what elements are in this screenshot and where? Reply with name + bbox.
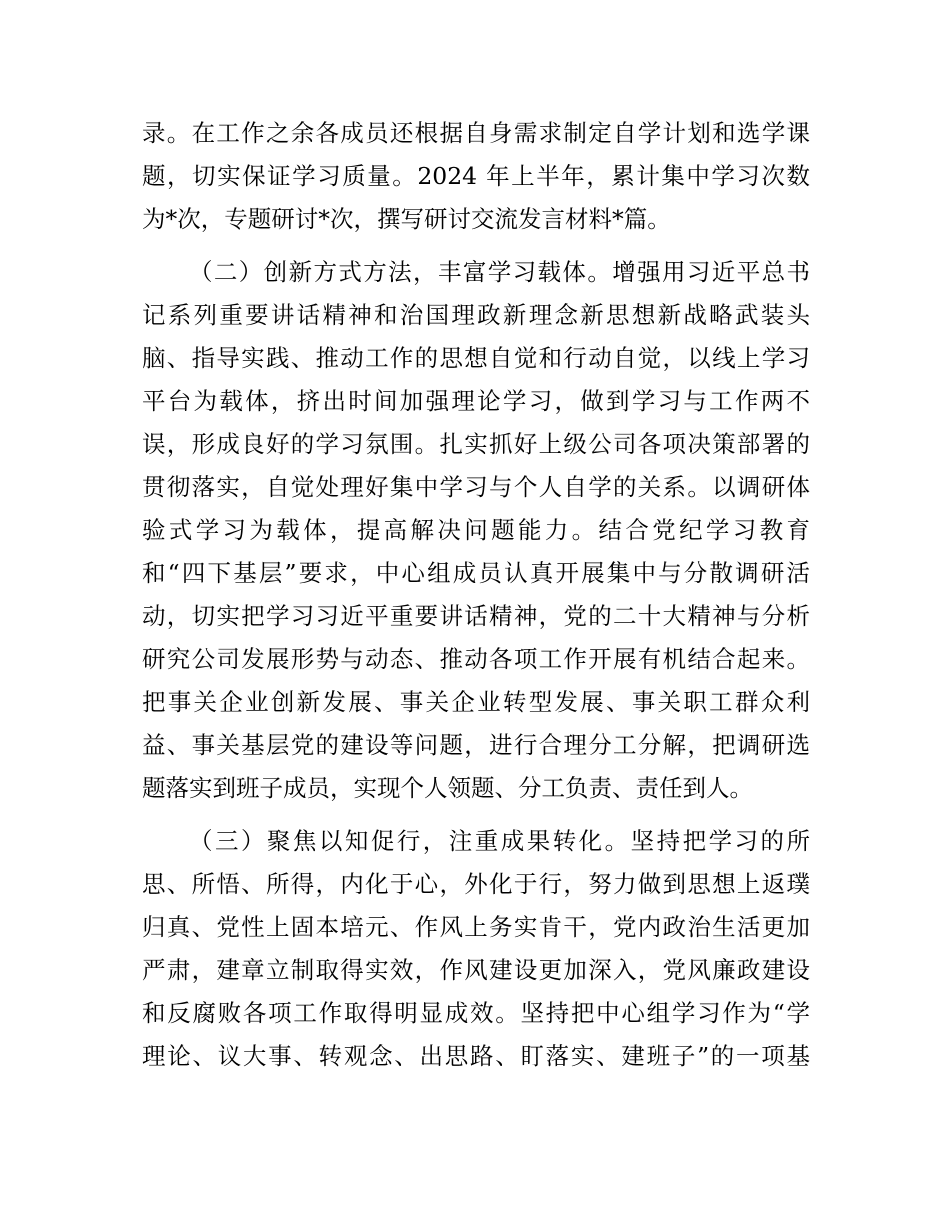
- text-line: 平台为载体，挤出时间加强理论学习，做到学习与工作两不: [142, 387, 810, 415]
- text-line: 研究公司发展形势与动态、推动各项工作开展有机结合起来。: [142, 645, 810, 673]
- text-line: 录。在工作之余各成员还根据自身需求制定自学计划和选学课: [142, 119, 810, 147]
- document-body: [142, 112, 810, 1088]
- text-line: 题落实到班子成员，实现个人领题、分工负责、责任到人。: [142, 774, 753, 802]
- text-line: 理论、议大事、转观念、出思路、盯落实、建班子”的一项基: [142, 1042, 810, 1070]
- text-line: 贯彻落实，自觉处理好集中学习与个人自学的关系。以调研体: [142, 473, 810, 501]
- text-line: 思、所悟、所得，内化于心，外化于行，努力做到思想上返璞: [142, 870, 810, 898]
- text-line: 归真、党性上固本培元、作风上务实肯干，党内政治生活更加: [142, 913, 810, 941]
- section-heading-line: （二）创新方式方法，丰富学习载体。增强用习近平总书: [189, 258, 810, 286]
- paragraph-study-records: [142, 112, 810, 241]
- text-line: 动，切实把学习习近平重要讲话精神，党的二十大精神与分析: [142, 602, 810, 630]
- text-line: 误，形成良好的学习氛围。扎实抓好上级公司各项决策部署的: [142, 430, 810, 458]
- text-line: 脑、指导实践、推动工作的思想自觉和行动自觉，以线上学习: [142, 344, 810, 372]
- paragraph-section-2: [142, 251, 810, 810]
- text-line: 和反腐败各项工作取得明显成效。坚持把中心组学习作为“学: [142, 999, 810, 1027]
- text-line: 把事关企业创新发展、事关企业转型发展、事关职工群众利: [142, 688, 810, 716]
- text-line: 益、事关基层党的建设等问题，进行合理分工分解，把调研选: [142, 731, 810, 759]
- text-line: 题，切实保证学习质量。2024 年上半年，累计集中学习次数: [142, 162, 810, 190]
- text-line: 验式学习为载体，提高解决问题能力。结合党纪学习教育: [142, 516, 810, 544]
- text-line: 和“四下基层”要求，中心组成员认真开展集中与分散调研活: [142, 559, 810, 587]
- section-heading-line: （三）聚焦以知促行，注重成果转化。坚持把学习的所: [189, 827, 810, 855]
- text-line: 为*次，专题研讨*次，撰写研讨交流发言材料*篇。: [142, 205, 671, 233]
- text-line: 记系列重要讲话精神和治国理政新理念新思想新战略武装头: [142, 301, 810, 329]
- text-line: 严肃，建章立制取得实效，作风建设更加深入，党风廉政建设: [142, 956, 810, 984]
- paragraph-section-3: [142, 820, 810, 1078]
